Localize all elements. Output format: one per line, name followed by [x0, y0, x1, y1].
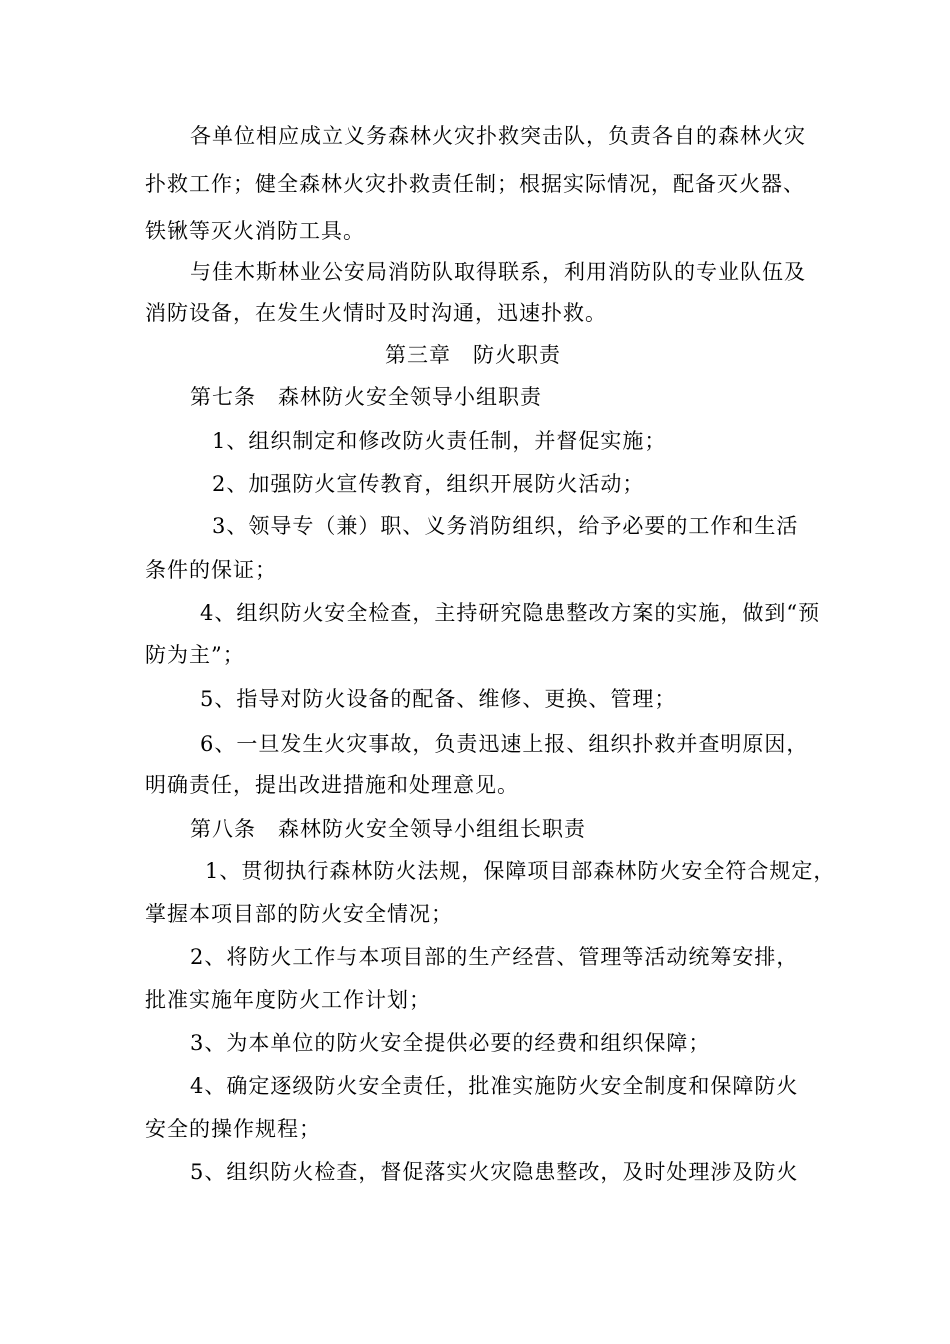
- list-item: 4、组织防火安全检查，主持研究隐患整改方案的实施，做到“预: [200, 601, 821, 625]
- list-item-continuation: 批准实施年度防火工作计划；: [145, 988, 431, 1012]
- list-item-continuation: 安全的操作规程；: [145, 1117, 321, 1141]
- list-item-continuation: 明确责任，提出改进措施和处理意见。: [145, 773, 519, 797]
- list-item: 6、一旦发生火灾事故，负责迅速上报、组织扑救并查明原因，: [200, 732, 809, 756]
- list-item: 3、领导专（兼）职、义务消防组织，给予必要的工作和生活: [212, 514, 799, 538]
- list-item-continuation: 条件的保证；: [145, 558, 277, 582]
- paragraph-line: 与佳木斯林业公安局消防队取得联系，利用消防队的专业队伍及: [190, 260, 806, 284]
- list-item: 1、组织制定和修改防火责任制，并督促实施；: [212, 429, 667, 453]
- list-item: 2、加强防火宣传教育，组织开展防火活动；: [212, 472, 645, 496]
- list-item: 5、指导对防火设备的配备、维修、更换、管理；: [200, 687, 677, 711]
- paragraph-line: 消防设备，在发生火情时及时沟通，迅速扑救。: [145, 301, 607, 325]
- list-item: 4、确定逐级防火安全责任，批准实施防火安全制度和保障防火: [190, 1074, 799, 1098]
- list-item: 1、贯彻执行森林防火法规，保障项目部森林防火安全符合规定，: [205, 859, 836, 883]
- article-heading: 第七条 森林防火安全领导小组职责: [190, 385, 542, 409]
- list-item: 2、将防火工作与本项目部的生产经营、管理等活动统筹安排，: [190, 945, 799, 969]
- paragraph-line: 扑救工作；健全森林火灾扑救责任制；根据实际情况，配备灭火器、: [145, 172, 805, 196]
- list-item-continuation: 防为主”；: [145, 643, 245, 667]
- paragraph-line: 铁锹等灭火消防工具。: [145, 219, 365, 243]
- list-item-continuation: 掌握本项目部的防火安全情况；: [145, 902, 453, 926]
- chapter-heading: 第三章 防火职责: [385, 343, 561, 367]
- list-item: 3、为本单位的防火安全提供必要的经费和组织保障；: [190, 1031, 711, 1055]
- article-heading: 第八条 森林防火安全领导小组组长职责: [190, 817, 586, 841]
- list-item: 5、组织防火检查，督促落实火灾隐患整改，及时处理涉及防火: [190, 1160, 799, 1184]
- paragraph-line: 各单位相应成立义务森林火灾扑救突击队，负责各自的森林火灾: [190, 124, 806, 148]
